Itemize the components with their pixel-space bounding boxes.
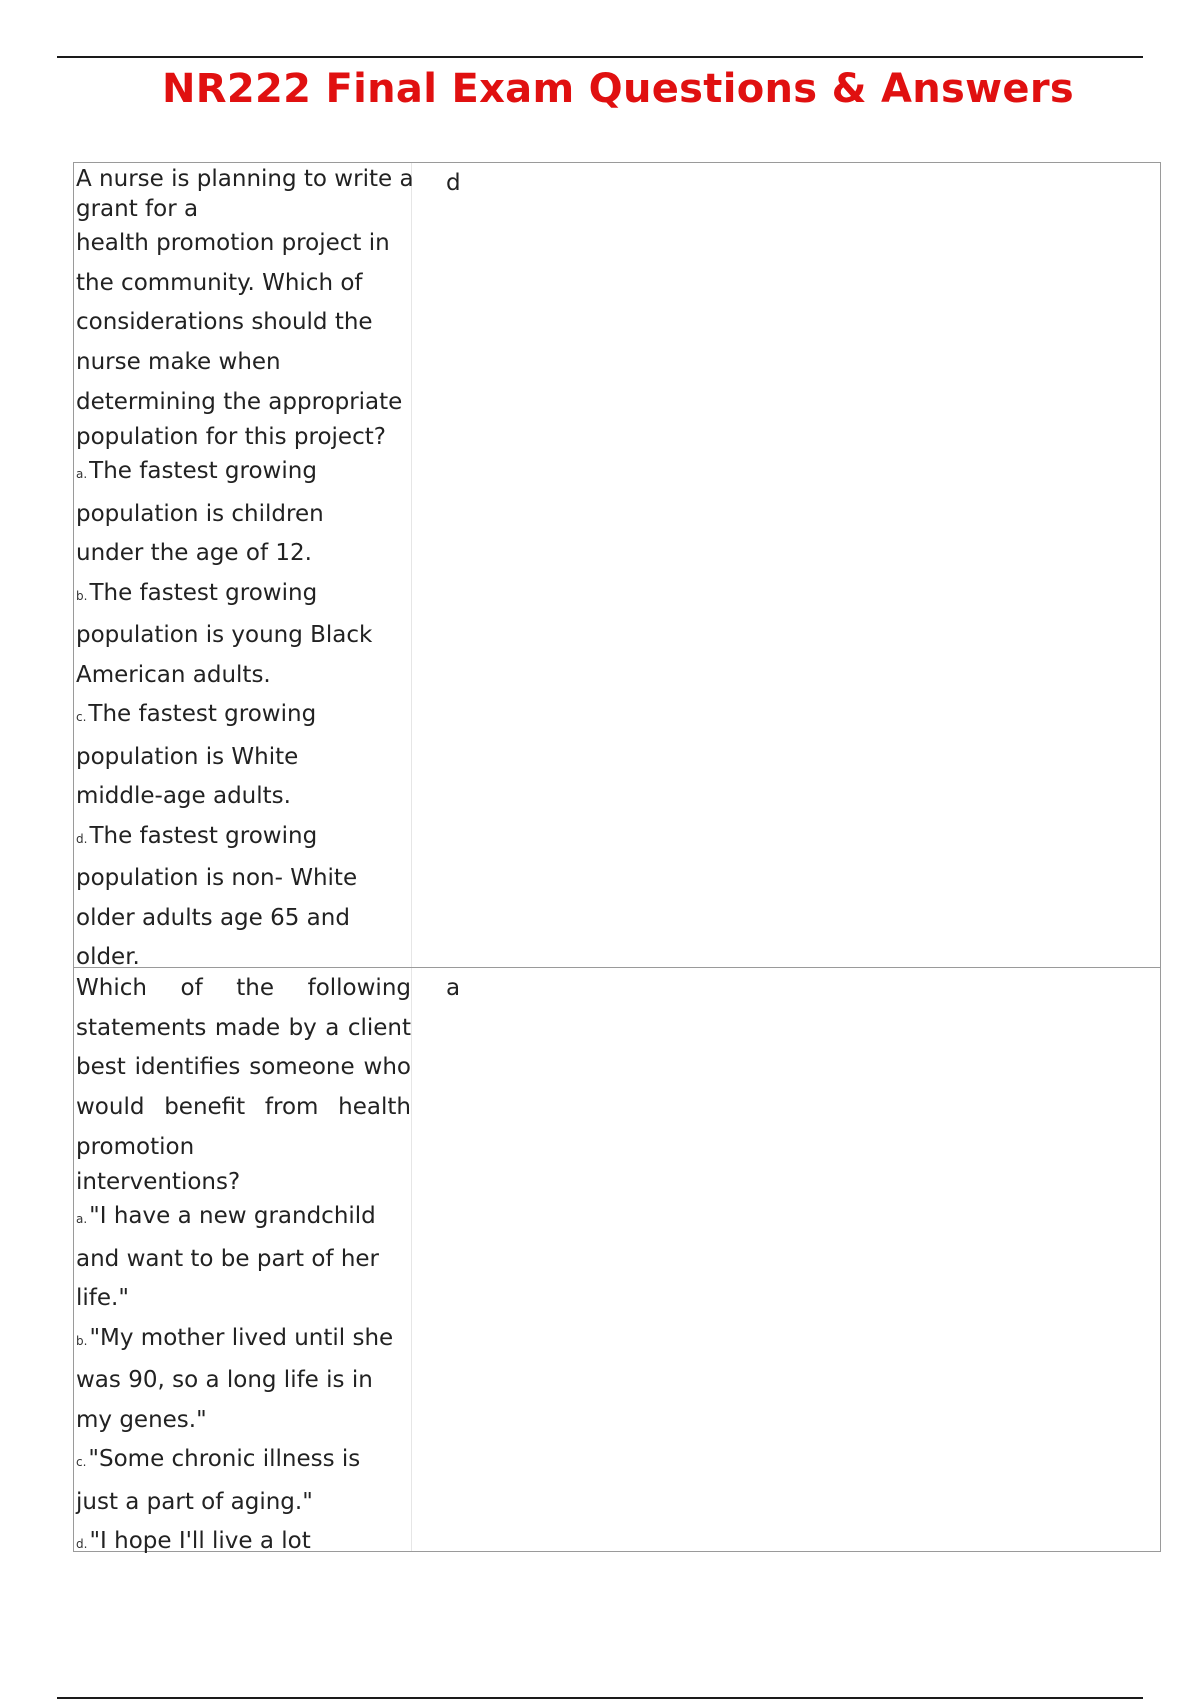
option-line: and want to be part of her	[76, 1245, 379, 1272]
option-line: life."	[76, 1285, 129, 1311]
option-text: "My mother lived until she	[89, 1324, 394, 1351]
question-stem-line: would benefit from health	[76, 1093, 411, 1120]
option-line	[76, 452, 411, 495]
question-stem-line: determining the appropriate	[76, 389, 403, 415]
question-stem-line: interventions?	[76, 1169, 241, 1195]
option-line: my genes."	[76, 1406, 207, 1433]
option-line: middle-age adults.	[76, 783, 291, 809]
option-line	[76, 1197, 411, 1240]
answer-value: a	[446, 975, 461, 1001]
question-cell	[74, 163, 414, 970]
option-line	[76, 817, 411, 860]
option-line: population is children	[76, 500, 324, 527]
answer-cell	[412, 163, 1160, 967]
answer-cell	[412, 968, 1160, 1551]
question-stem-line: Which of the following	[76, 975, 411, 1001]
option-text: The fastest growing	[89, 579, 318, 606]
question-stem-line: promotion	[76, 1134, 195, 1160]
question-stem-line: A nurse is planning to write a	[76, 166, 414, 192]
option-line: population is White	[76, 743, 299, 770]
bottom-rule	[57, 1697, 1143, 1699]
question-stem-line: nurse make when	[76, 348, 281, 375]
option-line	[76, 1440, 411, 1483]
option-letter: d.	[76, 1537, 88, 1551]
top-rule	[57, 56, 1143, 58]
question-cell	[74, 968, 412, 1554]
question-stem-line: grant for a	[76, 196, 199, 222]
option-letter: a.	[76, 1212, 88, 1226]
option-line	[76, 1319, 411, 1362]
option-letter: a.	[76, 467, 88, 481]
option-line: population is young Black	[76, 622, 373, 648]
option-line: population is non- White	[76, 865, 358, 891]
option-text: "I hope I'll live a lot	[89, 1528, 311, 1554]
option-letter: c.	[76, 710, 87, 724]
option-letter: d.	[76, 831, 88, 846]
question-stem-line: best identifies someone who	[76, 1054, 411, 1080]
option-text: "I have a new grandchild	[89, 1203, 376, 1229]
option-letter: b.	[76, 1333, 88, 1348]
option-line	[76, 695, 411, 738]
option-letter: c.	[76, 1455, 87, 1469]
option-line: just a part of aging."	[76, 1488, 313, 1515]
option-line	[76, 1522, 411, 1565]
table-row	[74, 163, 1160, 968]
option-text: The fastest growing	[89, 458, 317, 484]
table-row	[74, 968, 1160, 1554]
option-line	[76, 574, 411, 617]
option-line: older adults age 65 and	[76, 904, 350, 931]
question-stem-line: the community. Which of	[76, 269, 363, 296]
option-text: The fastest growing	[89, 822, 318, 849]
question-stem-line: statements made by a client	[76, 1014, 411, 1041]
option-line: under the age of 12.	[76, 540, 312, 566]
option-line: older.	[76, 944, 140, 970]
option-line: was 90, so a long life is in	[76, 1367, 373, 1393]
answer-value: d	[446, 170, 461, 196]
option-text: "Some chronic illness is	[88, 1446, 361, 1472]
question-stem-line: considerations should the	[76, 309, 373, 335]
option-line: American adults.	[76, 661, 271, 688]
qa-table	[73, 162, 1161, 1552]
question-stem-line: population for this project?	[76, 424, 386, 450]
option-letter: b.	[76, 588, 88, 603]
document-title: NR222 Final Exam Questions & Answers	[162, 66, 1074, 112]
option-text: The fastest growing	[88, 701, 317, 727]
question-stem-line: health promotion project in	[76, 230, 390, 256]
